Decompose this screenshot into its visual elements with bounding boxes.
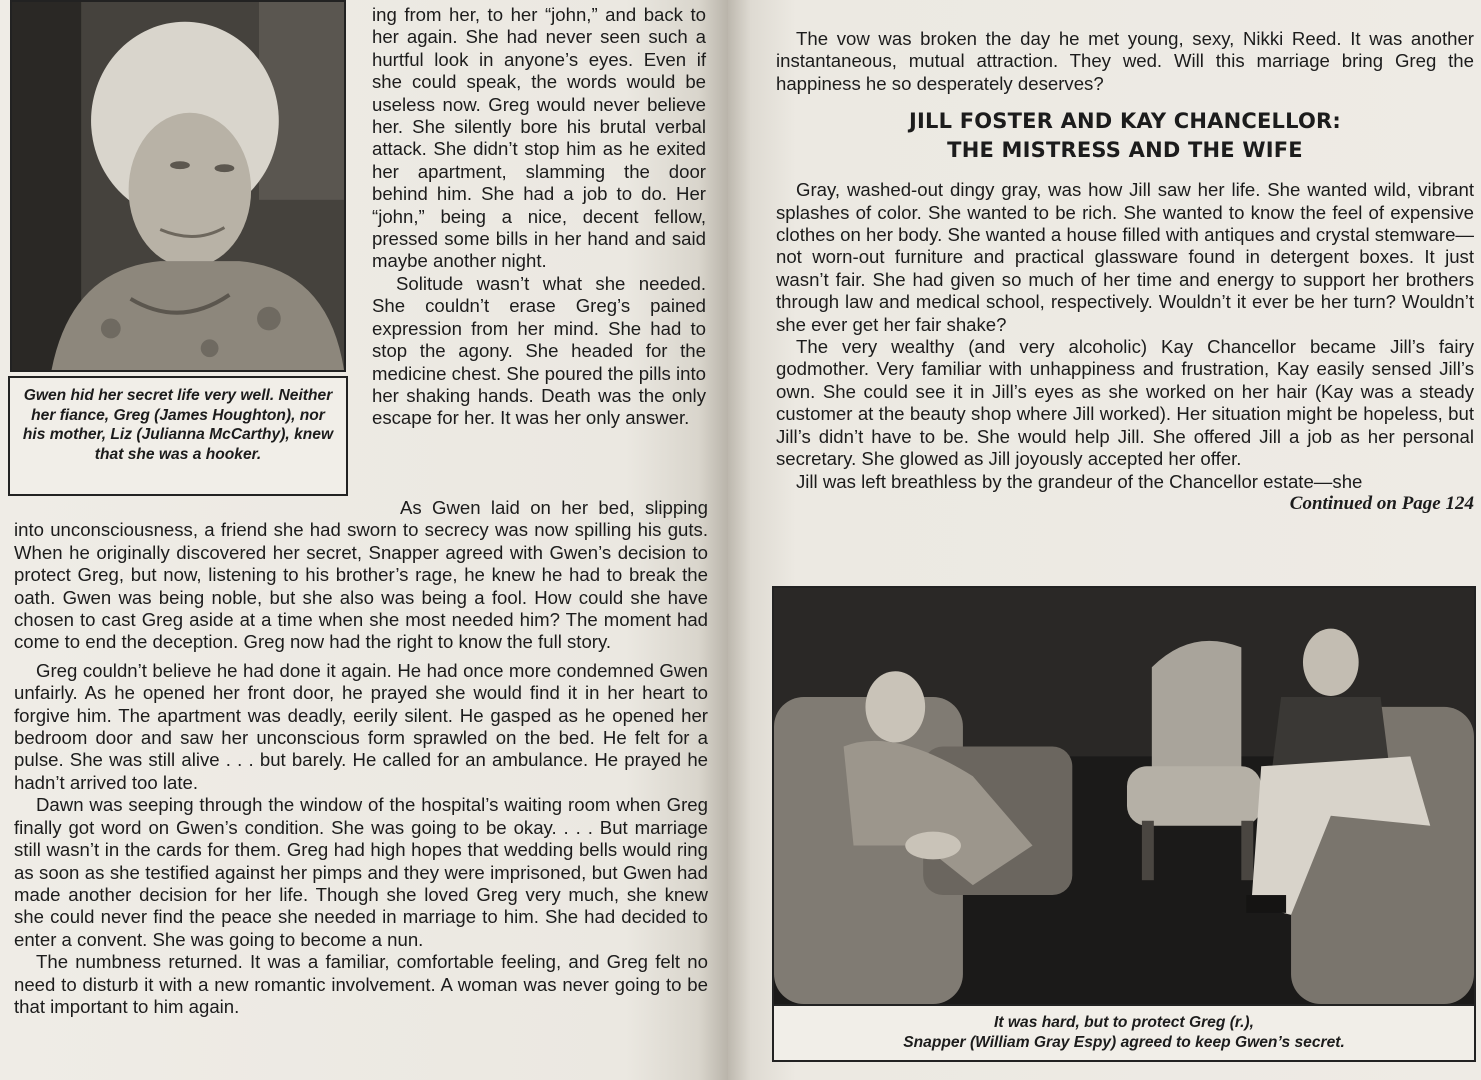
- gwen-photo-caption: Gwen hid her secret life very well. Neither her fiance, Greg (James Houghton), nor his mother, Liz (Julianna McCarthy), knew that she was a hooker.: [8, 376, 348, 496]
- headline-line-2: THE MISTRESS AND THE WIFE: [947, 138, 1303, 163]
- wrap-paragraph: As Gwen laid on her bed, slipping into unconsciousness, a friend she had sworn to secrecy was now spilling his guts. When he originally discovered her secret, Snapper agreed with Gwen’s decision to protect Greg, but now, listening to his brother’s rage, he knew he had to break the oath. Gwen was being noble, but she also was being a fool. How could she have chosen to cast Greg aside at a time when she most needed him? The moment had come to end the deception. Greg now had the right to know the full story.: [14, 497, 708, 653]
- snapper-photo-caption: [772, 1006, 1476, 1062]
- right-page: [728, 0, 1481, 1080]
- body-paragraph: Jill was left breathless by the grandeur of the Chancellor estate—she: [796, 470, 1363, 492]
- body-paragraph: Greg couldn’t believe he had done it again. He had once more condemned Gwen unfairly. As he opened her front door, he prayed she would find it in her heart to forgive him. The apartment was deadly, eerily silent. He gasped as he opened her bedroom door and saw her unconscious form sprawled on the bed. He felt for a pulse. She was still alive . . . but barely. He called for an ambulance. He prayed he hadn’t arrived too late.: [14, 659, 708, 793]
- left-column-paragraph: Solitude wasn’t what she needed. She couldn’t erase Greg’s pained expression from her mind. She had to stop the agony. She headed for the medicine chest. She poured the pills into her shaking hands. Death was the only escape for her. It was her only answer.: [372, 272, 706, 429]
- left-column-text: [372, 4, 706, 430]
- snapper-greg-photo: [772, 586, 1476, 1006]
- intro-paragraph: The vow was broken the day he met young, sexy, Nikki Reed. It was another instantaneous, mutual attraction. They wed. Will this marriage bring Greg the happiness he so desperately deserves?: [776, 28, 1474, 94]
- body-paragraph: The numbness returned. It was a familiar, comfortable feeling, and Greg felt no need to disturb it with a new romantic involvement. A woman was never going to be that important to him again.: [14, 951, 708, 1017]
- headline-line-1: JILL FOSTER AND KAY CHANCELLOR:: [909, 109, 1341, 134]
- body-paragraph: The very wealthy (and very alcoholic) Kay Chancellor became Jill’s fairy godmother. Very familiar with unhappiness and frustration, Kay easily sensed Jill’s own. She could see it in Jill’s eyes as she worked on her hair (Kay was a steady customer at the beauty shop where Jill worked). Her situation might be hopeless, but Jill’s didn’t have to be. She would help Jill. She offered Jill a job as her personal secretary. She glowed as Jill joyously accepted her offer.: [776, 336, 1474, 470]
- gwen-photo: [10, 0, 346, 372]
- continued-notice: Continued on Page 124: [1289, 492, 1474, 514]
- caption-line-1: It was hard, but to protect Greg (r.),: [994, 1014, 1254, 1031]
- left-body-text: [14, 497, 708, 1018]
- right-body-text: [776, 28, 1474, 515]
- left-column-paragraph: ing from her, to her “john,” and back to her again. She had never seen such a hurtful look in anyone’s eyes. Even if she could speak, the words would be useless now. Greg would never believe her. She silently bore his brutal verbal attack. She didn’t stop him as he exited her apartment, slamming the door behind him. She had a job to do. Her “john,” being a nice, decent fellow, pressed some bills in her hand and said maybe another night.: [372, 4, 706, 272]
- body-paragraph: Gray, washed-out dingy gray, was how Jill saw her life. She wanted wild, vibrant splashes of color. She wanted to be rich. She wanted to know the feel of expensive clothes on her body. She wanted a house filled with antiques and crystal stemware—not worn-out furniture and practical glassware found in detergent boxes. It just wasn’t fair. She had given so much of her time and energy to support her brothers through law and medical school, respectively. Wouldn’t it ever be her turn? Wouldn’t she ever get her fair shake?: [776, 179, 1474, 335]
- caption-line-2: Snapper (William Gray Espy) agreed to keep Gwen’s secret.: [903, 1034, 1345, 1051]
- left-page: [0, 0, 728, 1080]
- section-headline: [776, 107, 1474, 165]
- body-paragraph: Dawn was seeping through the window of the hospital’s waiting room when Greg finally got word on Gwen’s condition. She was going to be okay. . . . But marriage still wasn’t in the cards for them. Greg had high hopes that wedding bells would ring as soon as she testified against her pimps and they were imprisoned, but Gwen had made another decision for her life. Though she loved Greg very much, she knew she could never find the peace she needed in marriage to him. She had decided to enter a convent. She was going to become a nun.: [14, 794, 708, 950]
